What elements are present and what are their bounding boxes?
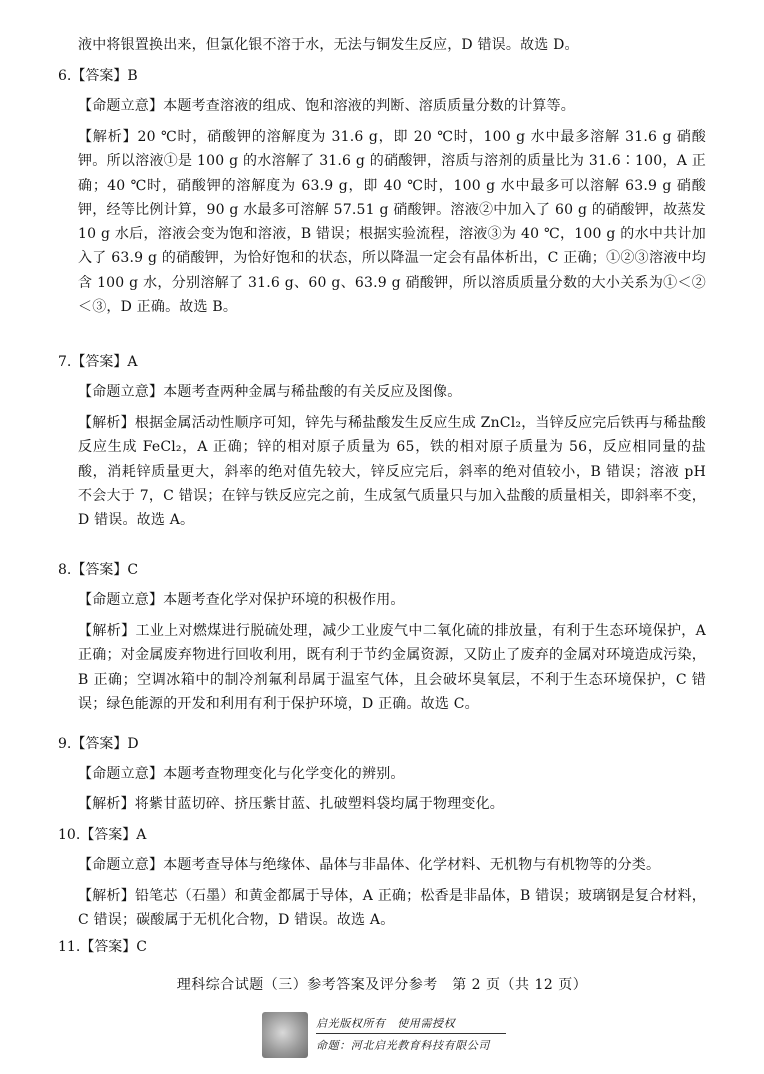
paragraph: 【命题立意】本题考查物理变化与化学变化的辨别。 [78, 766, 405, 782]
answer-heading: 8.【答案】C [58, 562, 139, 578]
stamp-logo-image [262, 1012, 308, 1058]
paragraph: 【解析】根据金属活动性顺序可知，锌先与稀盐酸发生反应生成 ZnCl₂，当锌反应完后铁再与稀盐酸反应生成 FeCl₂，A 正确；锌的相对原子质量为 65，铁的相对原子质量为 56，反应相同量的盐酸，消耗锌质量更大，斜率的绝对值先较大，锌反应完后，斜率的绝对值较小，B 错误；溶液 pH 不会大于 7，C 错误；在锌与铁反应完之前，生成氢气质量只与加入盐酸的质量相关，即斜率不变，D 错误。故选 A。 [78, 415, 706, 529]
answer-heading: 10.【答案】A [58, 827, 147, 843]
stamp-copyright-text: 启光版权所有 使用需授权 [316, 1017, 456, 1030]
paragraph: 【解析】铅笔芯（石墨）和黄金都属于导体，A 正确；松香是非晶体，B 错误；玻璃钢是复合材料，C 错误；碳酸属于无机化合物，D 错误。故选 A。 [78, 888, 706, 929]
answer-heading: 11.【答案】C [58, 939, 147, 955]
paragraph: 【解析】将紫甘蓝切碎、挤压紫甘蓝、扎破塑料袋均属于物理变化。 [78, 796, 504, 812]
stamp-divider [316, 1033, 506, 1034]
stamp-author-text: 命题：河北启光教育科技有限公司 [316, 1039, 490, 1052]
copyright-stamp [262, 1006, 508, 1064]
answer-heading: 6.【答案】B [58, 68, 138, 84]
paragraph: 【命题立意】本题考查两种金属与稀盐酸的有关反应及图像。 [78, 384, 462, 400]
answer-heading: 7.【答案】A [58, 354, 138, 370]
page-footer: 理科综合试题（三）参考答案及评分参考 第 2 页（共 12 页） [176, 977, 588, 993]
paragraph: 【命题立意】本题考查溶液的组成、饱和溶液的判断、溶质质量分数的计算等。 [78, 98, 575, 114]
paragraph: 【命题立意】本题考查化学对保护环境的积极作用。 [78, 592, 405, 608]
paragraph: 【解析】20 ℃时，硝酸钾的溶解度为 31.6 g，即 20 ℃时，100 g 水中最多溶解 31.6 g 硝酸钾。所以溶液①是 100 g 的水溶解了 31.6 g 的硝酸钾，溶质与溶剂的质量比为 31.6∶100，A 正确；40 ℃时，硝酸钾的溶解度为 63.9 g，即 40 ℃时，100 g 水中最多可以溶解 63.9 g 硝酸钾，经等比例计算，90 g 水最多可溶解 57.51 g 硝酸钾。溶液②中加入了 60 g 的硝酸钾，故蒸发 10 g 水后，溶液会变为饱和溶液，B 错误；根据实验流程，溶液③为 40 ℃，100 g 的水中共计加入了 63.9 g 的硝酸钾，为恰好饱和的状态，所以降温一定会有晶体析出，C 正确；①②③溶液中均含 100 g 水，分别溶解了 31.6 g、60 g、63.9 g 硝酸钾，所以溶质质量分数的大小关系为①＜②＜③，D 正确。故选 B。 [78, 129, 706, 316]
paragraph: 【解析】工业上对燃煤进行脱硫处理，减少工业废气中二氧化硫的排放量，有利于生态环境保护，A 正确；对金属废弃物进行回收利用，既有利于节约金属资源，又防止了废弃的金属对环境造成污染，B 正确；空调冰箱中的制冷剂氟利昂属于温室气体，且会破坏臭氧层，不利于生态环境保护，C 错误；绿色能源的开发和利用有利于保护环境，D 正确。故选 C。 [78, 623, 706, 712]
paragraph: 液中将银置换出来，但氯化银不溶于水，无法与铜发生反应，D 错误。故选 D。 [78, 37, 579, 53]
paragraph: 【命题立意】本题考查导体与绝缘体、晶体与非晶体、化学材料、无机物与有机物等的分类。 [78, 857, 661, 873]
answer-heading: 9.【答案】D [58, 736, 139, 752]
